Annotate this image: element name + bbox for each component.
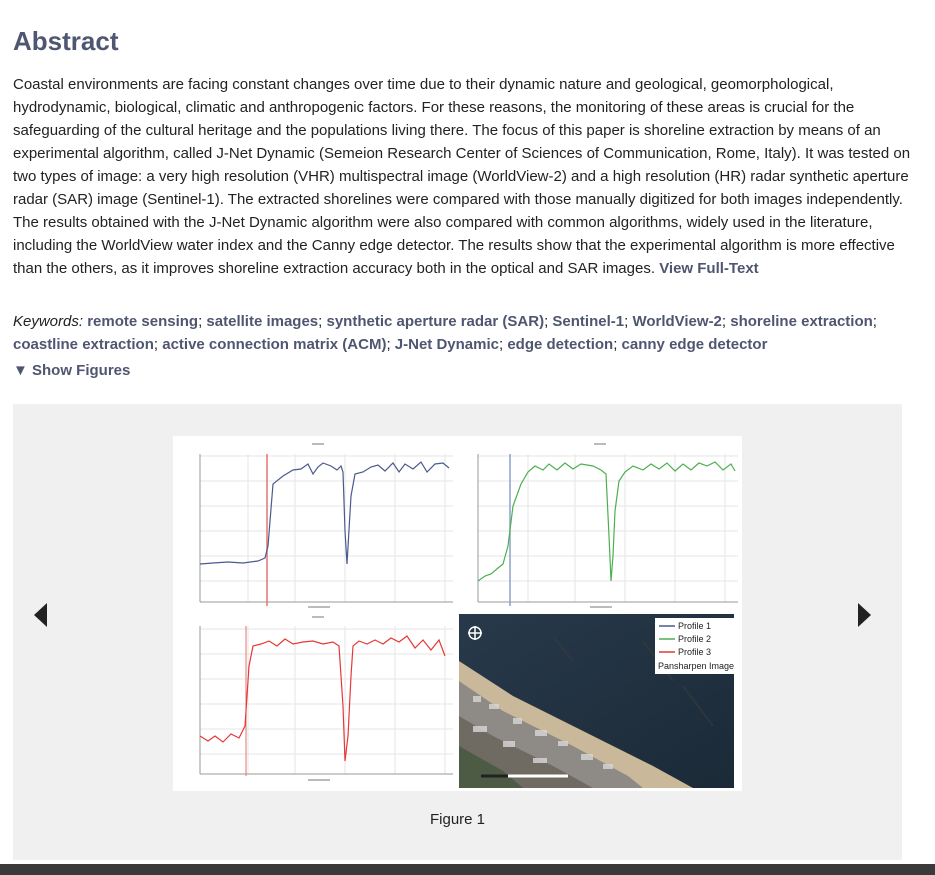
keyword-link[interactable]: J-Net Dynamic (394, 336, 499, 353)
abstract-body (13, 73, 913, 280)
figure-caption: Figure 1 (429, 811, 486, 828)
keyword-link[interactable]: canny edge detector (621, 336, 768, 353)
keyword-link[interactable]: Sentinel-1 (552, 313, 625, 330)
legend-profile-2: Profile 2 (678, 634, 712, 644)
abstract-text: Coastal environments are facing constant changes over time due to their dynamic nature and geological, geomorphological, hydrodynamic, biological, climatic and anthropogenic factors. For these reasons, the monitoring of these areas is crucial for the safeguarding of the cultural heritage and the populations living there. The focus of this paper is shoreline extraction by means of an experimental algorithm, called J-Net Dynamic (Semeion Research Center of Sciences of Communication, Rome, Italy). It was tested on two types of image: a very high resolution (VHR) multispectral image (WorldView-2) and a high resolution (HR) radar synthetic aperture radar (SAR) image (Sentinel-1). The extracted shorelines were compared with those manually digitized for both images independently. The results obtained with the J-Net Dynamic algorithm were also compared with common algorithms, widely used in the literature, including the WorldView water index and the Canny edge detector. The results show that the experimental algorithm is more effective than the others, as it improves shoreline extraction accuracy both in the optical and SAR images. (13, 76, 911, 277)
figure-gallery (13, 404, 902, 860)
keyword-link[interactable]: WorldView-2 (632, 313, 722, 330)
keyword-link[interactable]: active connection matrix (ACM) (162, 336, 387, 353)
keyword-link[interactable]: shoreline extraction (730, 313, 873, 330)
figure-1-image[interactable] (173, 436, 742, 791)
keywords-label: Keywords: (13, 313, 84, 330)
pansharpen-satellite-image (459, 614, 735, 788)
abstract-heading: Abstract (13, 26, 119, 56)
legend-profile-3: Profile 3 (678, 647, 712, 657)
profile-2-plot (459, 436, 742, 612)
legend-profile-1: Profile 1 (678, 621, 712, 631)
keyword-link[interactable]: coastline extraction (13, 336, 154, 353)
keyword-link[interactable]: satellite images (206, 313, 319, 330)
profile-1-plot (173, 436, 457, 612)
view-full-text-link[interactable]: View Full-Text (659, 260, 759, 277)
browser-bottom-bar (0, 864, 935, 875)
keywords-list: remote sensing; satellite images; synthetic aperture radar (SAR); Sentinel-1; WorldView-2; shoreline extraction; coastline extraction; active connection matrix (ACM); J-Net Dynamic; edge detection; canny edge detector (13, 313, 877, 353)
keywords-block (13, 310, 913, 356)
legend-pansharpen: Pansharpen Image (658, 661, 735, 671)
next-figure-icon[interactable] (856, 602, 872, 628)
profile-3-plot (173, 614, 457, 791)
keyword-link[interactable]: synthetic aperture radar (SAR) (326, 313, 545, 330)
show-figures-toggle[interactable]: ▼ Show Figures (13, 362, 131, 379)
keyword-link[interactable]: remote sensing (87, 313, 199, 330)
figure-1-graphic (173, 436, 742, 791)
keyword-link[interactable]: edge detection (507, 336, 614, 353)
prev-figure-icon[interactable] (33, 602, 49, 628)
